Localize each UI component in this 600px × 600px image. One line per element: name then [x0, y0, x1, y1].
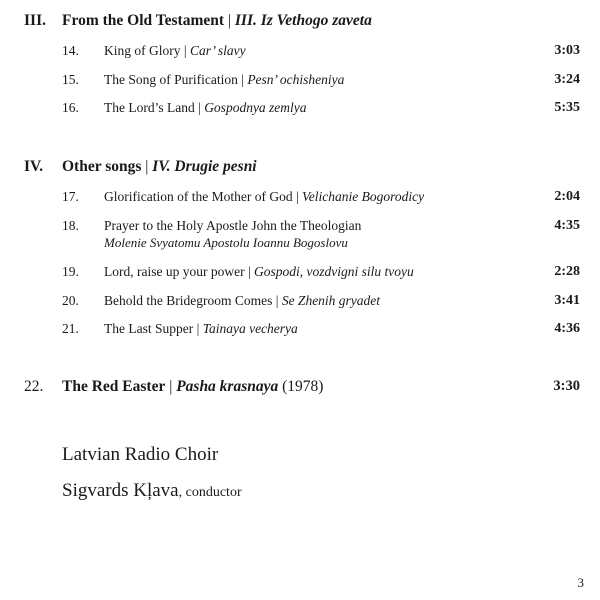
- track-title-en: Lord, raise up your power: [104, 264, 245, 279]
- track-title-ru: Pesn’ ochisheniya: [247, 72, 345, 87]
- conductor-role: , conductor: [178, 485, 242, 500]
- track-title-ru: Tainaya vecherya: [202, 321, 298, 336]
- section-numeral: IV.: [24, 158, 44, 175]
- track-title: [104, 99, 307, 116]
- track-title-ru: Molenie Svyatomu Apostolu Ioannu Bogoslovu: [104, 235, 348, 250]
- track-duration: 2:04: [554, 189, 580, 204]
- separator: |: [292, 189, 303, 204]
- separator: |: [244, 264, 255, 279]
- track-title-ru: Se Zhenih gryadet: [281, 293, 381, 308]
- track-title: [104, 292, 380, 309]
- page-number: 3: [577, 575, 584, 590]
- track-title: [104, 263, 414, 280]
- track-year: (1978): [278, 378, 324, 395]
- separator: |: [193, 321, 203, 336]
- track-title: [104, 71, 344, 88]
- conductor-name: Sigvards Kļava: [62, 480, 179, 501]
- track-number: 17.: [62, 189, 79, 204]
- track-number: 14.: [62, 43, 79, 58]
- section-heading-iv: [24, 158, 257, 176]
- section-title-en: From the Old Testament: [62, 12, 225, 29]
- track-title: [104, 188, 424, 205]
- track-duration: 3:30: [553, 378, 580, 394]
- track-title-en: Prayer to the Holy Apostle John the Theologian: [104, 218, 362, 233]
- track-title-en: Behold the Bridegroom Comes: [104, 293, 273, 308]
- track-title-ru: Car’ slavy: [189, 43, 246, 58]
- track-duration: 4:35: [554, 218, 580, 233]
- track-number: 20.: [62, 293, 79, 308]
- track-duration: 4:36: [554, 321, 580, 336]
- track-number: 15.: [62, 72, 79, 87]
- track-title-en: Glorification of the Mother of God: [104, 189, 293, 204]
- separator: |: [272, 293, 282, 308]
- track-title-en: The Song of Purification: [104, 72, 238, 87]
- ensemble-credit: Latvian Radio Choir: [62, 444, 219, 465]
- track-number: 18.: [62, 218, 79, 233]
- separator: |: [141, 158, 153, 175]
- separator: |: [237, 72, 248, 87]
- section-title-ru: IV. Drugie pesni: [152, 158, 257, 175]
- track-duration: 3:41: [554, 293, 580, 308]
- track-title-en: King of Glory: [104, 43, 181, 58]
- track-title: [104, 320, 298, 337]
- conductor-credit: [62, 480, 242, 502]
- track-title-ru: Velichanie Bogorodicy: [302, 189, 425, 204]
- separator: |: [194, 100, 205, 115]
- track-title: [104, 42, 246, 59]
- separator: |: [165, 378, 177, 395]
- track-title: [104, 217, 361, 251]
- track-title-en: The Red Easter: [62, 378, 166, 395]
- track-title-ru: Gospodi, vozdvigni silu tvoyu: [254, 264, 414, 279]
- section-numeral: III.: [24, 12, 46, 29]
- section-title-ru: III. Iz Vethogo zaveta: [234, 12, 372, 29]
- track-duration: 5:35: [554, 100, 580, 115]
- track-title: [62, 378, 323, 396]
- track-number: 16.: [62, 100, 79, 115]
- track-duration: 3:03: [554, 43, 580, 58]
- separator: |: [180, 43, 190, 58]
- track-title-en: The Last Supper: [104, 321, 194, 336]
- section-title-en: Other songs: [62, 158, 142, 175]
- track-number: 19.: [62, 264, 79, 279]
- separator: |: [224, 12, 235, 29]
- track-title-ru: Gospodnya zemlya: [204, 100, 307, 115]
- section-heading-iii: [24, 12, 372, 30]
- track-number: 22.: [24, 378, 44, 395]
- track-duration: 2:28: [554, 264, 580, 279]
- track-duration: 3:24: [554, 72, 580, 87]
- track-title-en: The Lord’s Land: [104, 100, 195, 115]
- track-title-ru: Pasha krasnaya: [176, 378, 279, 395]
- track-number: 21.: [62, 321, 79, 336]
